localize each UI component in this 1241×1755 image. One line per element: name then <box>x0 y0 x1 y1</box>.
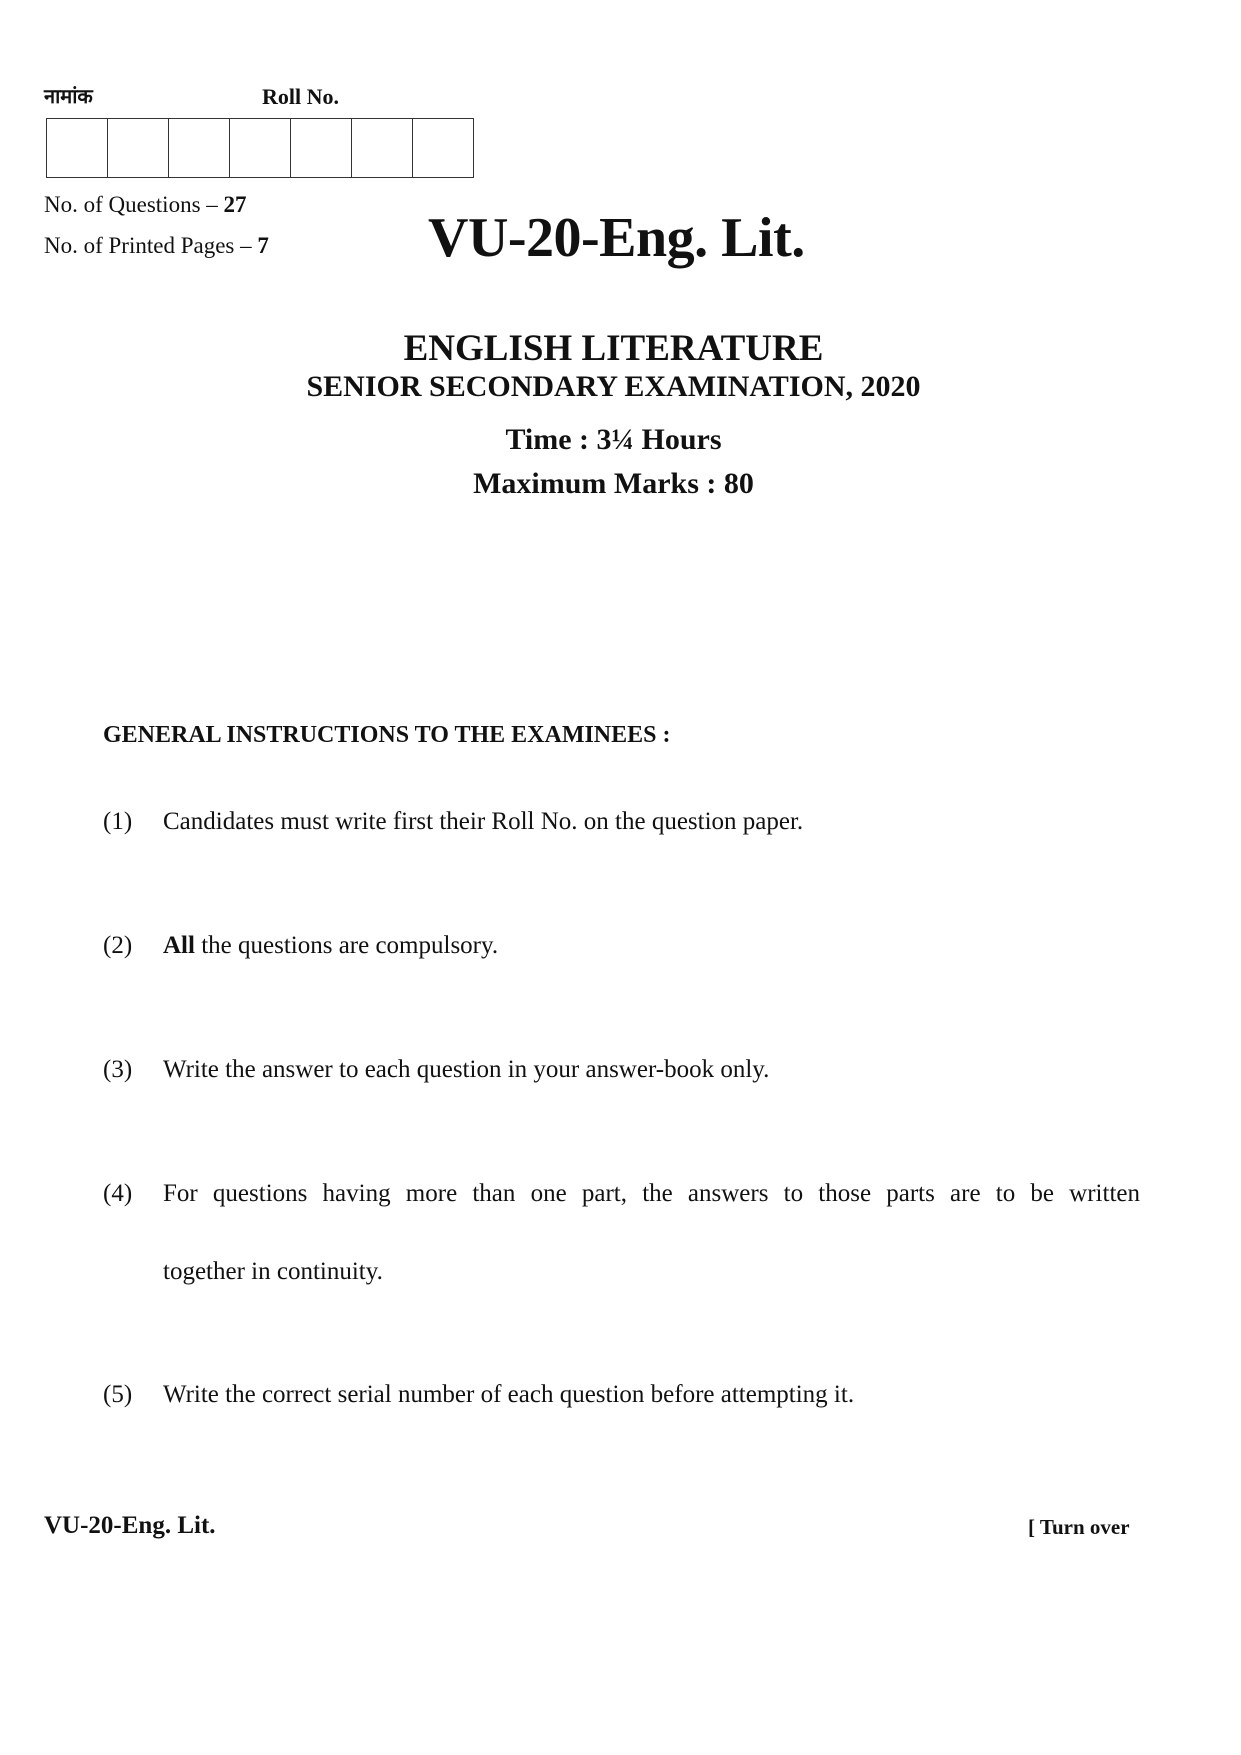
roll-box[interactable] <box>291 118 352 178</box>
instruction-text: Candidates must write first their Roll No. on the question paper. <box>163 808 804 835</box>
max-marks: Maximum Marks : 80 <box>473 467 754 500</box>
instruction-number: (3) <box>103 1056 133 1083</box>
instructions-heading: GENERAL INSTRUCTIONS TO THE EXAMINEES : <box>103 722 671 748</box>
footer-paper-code: VU-20-Eng. Lit. <box>44 1512 216 1539</box>
instruction-text: For questions having more than one part, the answers to those parts are to be written <box>163 1180 1140 1207</box>
instruction-number: (1) <box>103 808 133 835</box>
roll-box[interactable] <box>352 118 413 178</box>
instruction-number: (4) <box>103 1180 133 1207</box>
exam-time: Time : 3¼ Hours <box>505 423 722 456</box>
roll-box[interactable] <box>413 118 474 178</box>
instruction-text <box>163 932 498 960</box>
exam-title: SENIOR SECONDARY EXAMINATION, 2020 <box>306 370 921 403</box>
instruction-text-rest: the questions are compulsory. <box>194 932 499 959</box>
questions-label: No. of Questions – <box>44 192 224 217</box>
turn-over-note: [ Turn over <box>1028 1515 1130 1539</box>
pages-label: No. of Printed Pages – <box>44 233 258 258</box>
roll-box[interactable] <box>108 118 169 178</box>
questions-value: 27 <box>223 192 247 217</box>
roll-box[interactable] <box>230 118 291 178</box>
roll-label: Roll No. <box>262 84 339 109</box>
instruction-text-continued: together in continuity. <box>163 1258 383 1285</box>
roll-box[interactable] <box>169 118 230 178</box>
instruction-text: Write the answer to each question in your answer-book only. <box>163 1056 770 1083</box>
instruction-number: (5) <box>103 1381 133 1408</box>
roll-label-hindi: नामांक <box>44 84 93 108</box>
subject-title: ENGLISH LITERATURE <box>403 328 824 369</box>
instruction-text: Write the correct serial number of each question before attempting it. <box>163 1381 855 1408</box>
pages-value: 7 <box>257 233 269 258</box>
roll-number-boxes[interactable] <box>46 118 474 178</box>
paper-code: VU-20-Eng. Lit. <box>428 207 805 269</box>
instruction-emphasis: All <box>163 932 195 959</box>
number-of-questions <box>44 192 247 218</box>
roll-box[interactable] <box>47 118 108 178</box>
number-of-printed-pages <box>44 233 269 259</box>
instruction-number: (2) <box>103 932 133 959</box>
